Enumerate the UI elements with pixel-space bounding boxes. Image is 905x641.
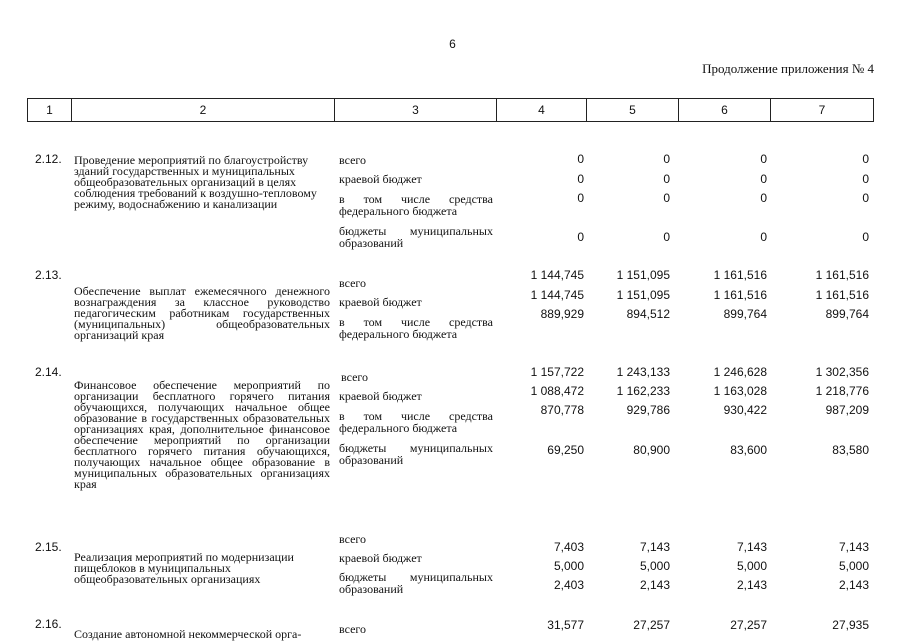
value-col-4: 889,929: [540, 307, 584, 321]
value-col-5: 80,900: [633, 443, 670, 457]
value-col-7: 2,143: [838, 578, 869, 592]
row-description: Обеспечение выплат ежемесячного денежного вознаграждения за классное руководство педагогическим работникам государственных (муниципальных) общеобразовательных организаций края: [74, 284, 330, 342]
row-description: Проведение мероприятий по благоустройству зданий государственных и муниципальных общеобразовательных организаций в целях соблюдения требований к воздушно-тепловому режиму, водоснабжению и канализации: [74, 153, 317, 211]
value-col-4: 69,250: [547, 443, 584, 457]
value-col-5: 7,143: [639, 540, 670, 554]
value-col-4: 5,000: [553, 559, 584, 573]
value-col-5: 0: [663, 172, 670, 186]
continuation-note: Продолжение приложения № 4: [702, 61, 874, 76]
value-col-6: 1 161,516: [713, 268, 767, 282]
value-col-4: 0: [577, 230, 584, 244]
value-col-7: 27,935: [832, 618, 869, 632]
row-index: 2.14.: [35, 365, 62, 379]
value-col-5: 0: [663, 191, 670, 205]
value-col-4: 0: [577, 191, 584, 205]
column-header-4: 4: [497, 99, 587, 122]
row-index: 2.12.: [35, 152, 62, 166]
value-col-4: 870,778: [540, 403, 584, 417]
value-col-6: 2,143: [736, 578, 767, 592]
value-col-5: 1 243,133: [616, 365, 670, 379]
value-col-4: 31,577: [547, 618, 584, 632]
row-index: 2.16.: [35, 617, 62, 631]
value-col-5: 27,257: [633, 618, 670, 632]
funding-source-label: всего: [341, 370, 369, 384]
value-col-5: 0: [663, 152, 670, 166]
value-col-7: 0: [862, 191, 869, 205]
value-col-7: 899,764: [825, 307, 869, 321]
value-col-6: 0: [760, 191, 767, 205]
funding-source-label: бюджеты муниципальных образований: [339, 570, 493, 596]
page-number: 6: [449, 37, 456, 51]
funding-source-label: всего: [339, 276, 367, 290]
value-col-4: 0: [577, 152, 584, 166]
value-col-5: 2,143: [639, 578, 670, 592]
value-col-7: 987,209: [825, 403, 869, 417]
value-col-7: 83,580: [832, 443, 869, 457]
value-col-6: 930,422: [723, 403, 767, 417]
value-col-5: 929,786: [626, 403, 670, 417]
funding-source-label: в том числе средства федерального бюджета: [339, 409, 493, 435]
funding-source-label: в том числе средства федерального бюджета: [339, 315, 493, 341]
value-col-7: 1 161,516: [815, 288, 869, 302]
value-col-4: 1 157,722: [530, 365, 584, 379]
value-col-6: 1 163,028: [713, 384, 767, 398]
value-col-6: 0: [760, 172, 767, 186]
value-col-6: 899,764: [723, 307, 767, 321]
funding-source-label: краевой бюджет: [339, 295, 422, 309]
funding-source-label: бюджеты муниципальных образований: [339, 224, 493, 250]
value-col-5: 0: [663, 230, 670, 244]
value-col-4: 1 144,745: [530, 288, 584, 302]
column-header-2: 2: [72, 99, 335, 122]
row-index: 2.13.: [35, 268, 62, 282]
value-col-6: 0: [760, 230, 767, 244]
value-col-5: 1 151,095: [616, 268, 670, 282]
value-col-5: 5,000: [639, 559, 670, 573]
value-col-6: 0: [760, 152, 767, 166]
row-index: 2.15.: [35, 540, 62, 554]
value-col-6: 83,600: [730, 443, 767, 457]
funding-source-label: в том числе средства федерального бюджета: [339, 192, 493, 218]
funding-source-label: всего: [339, 622, 367, 636]
funding-source-label: краевой бюджет: [339, 551, 422, 565]
column-header-1: 1: [28, 99, 72, 122]
row-description: Финансовое обеспечение мероприятий по организации бесплатного горячего питания обучающихся, получающих начальное общее образование в государственных образовательных организациях края, дополнительное финансовое обеспечение мероприятий по организации бесплатного горячего питания обучающихся, получающих начальное общее образование в муниципальных образовательных организациях края: [74, 378, 330, 491]
value-col-6: 27,257: [730, 618, 767, 632]
value-col-4: 1 144,745: [530, 268, 584, 282]
row-description: Реализация мероприятий по модернизации пищеблоков в муниципальных общеобразовательных организациях: [74, 550, 294, 586]
value-col-4: 0: [577, 172, 584, 186]
value-col-6: 5,000: [736, 559, 767, 573]
value-col-4: 1 088,472: [530, 384, 584, 398]
value-col-7: 0: [862, 230, 869, 244]
value-col-6: 7,143: [736, 540, 767, 554]
funding-source-label: всего: [339, 532, 367, 546]
value-col-6: 1 246,628: [713, 365, 767, 379]
value-col-5: 1 151,095: [616, 288, 670, 302]
column-header-3: 3: [335, 99, 497, 122]
column-header-5: 5: [587, 99, 679, 122]
value-col-4: 7,403: [553, 540, 584, 554]
column-header-7: 7: [771, 99, 874, 122]
funding-source-label: краевой бюджет: [339, 389, 422, 403]
value-col-6: 1 161,516: [713, 288, 767, 302]
value-col-7: 5,000: [838, 559, 869, 573]
value-col-5: 894,512: [626, 307, 670, 321]
value-col-7: 1 302,356: [815, 365, 869, 379]
value-col-7: 1 218,776: [815, 384, 869, 398]
funding-source-label: бюджеты муниципальных образований: [339, 441, 493, 467]
column-header-6: 6: [679, 99, 771, 122]
funding-source-label: краевой бюджет: [339, 172, 422, 186]
value-col-7: 1 161,516: [815, 268, 869, 282]
row-description: Создание автономной некоммерческой орга-: [74, 627, 302, 641]
value-col-7: 0: [862, 172, 869, 186]
column-header-table: [27, 98, 874, 122]
value-col-7: 0: [862, 152, 869, 166]
value-col-5: 1 162,233: [616, 384, 670, 398]
value-col-7: 7,143: [838, 540, 869, 554]
value-col-4: 2,403: [553, 578, 584, 592]
funding-source-label: всего: [339, 153, 367, 167]
